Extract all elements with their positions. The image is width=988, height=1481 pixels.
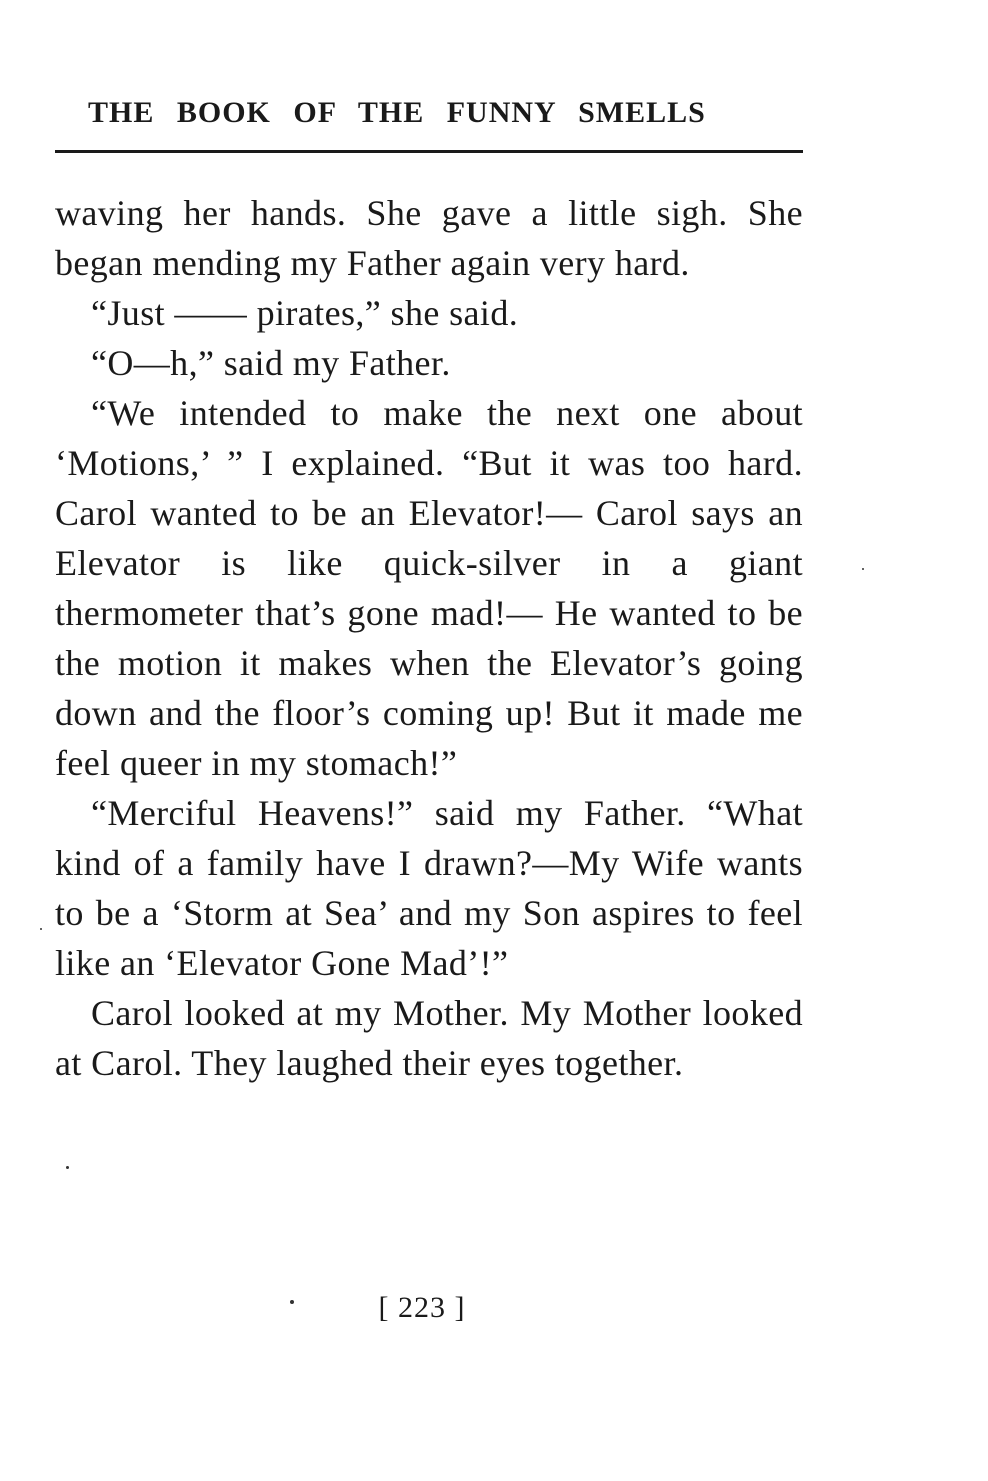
running-head: THE BOOK OF THE FUNNY SMELLS — [88, 96, 706, 129]
paragraph: Carol looked at my Mother. My Mother looked at Carol. They laughed their eyes together. — [55, 993, 803, 1083]
page-number: [ 223 ] — [378, 1291, 466, 1324]
ink-speck — [66, 1166, 69, 1169]
ink-speck — [862, 568, 864, 570]
paragraph: “We intended to make the next one about ‘Motions,’ ” I explained. “But it was too hard. Carol wanted to be an Elevator!— Carol says an Elevator is like quick-silver in a giant thermometer that’s gone mad!— He wanted to be the motion it makes when the Elevator’s going down and the floor’s coming up! But it made me feel queer in my stomach!” — [55, 393, 803, 783]
header-rule — [55, 150, 803, 153]
paragraph: “Merciful Heavens!” said my Father. “What kind of a family have I drawn?—My Wife wants to be a ‘Storm at Sea’ and my Son aspires to feel like an ‘Elevator Gone Mad’!” — [55, 793, 803, 983]
body-text — [55, 188, 803, 1088]
ink-speck — [40, 928, 42, 930]
paragraph: “O—h,” said my Father. — [91, 343, 451, 383]
paragraph: “Just —— pirates,” she said. — [91, 293, 519, 333]
ink-speck — [290, 1300, 294, 1304]
paragraph: waving her hands. She gave a little sigh. She began mending my Father again very hard. — [55, 193, 803, 283]
